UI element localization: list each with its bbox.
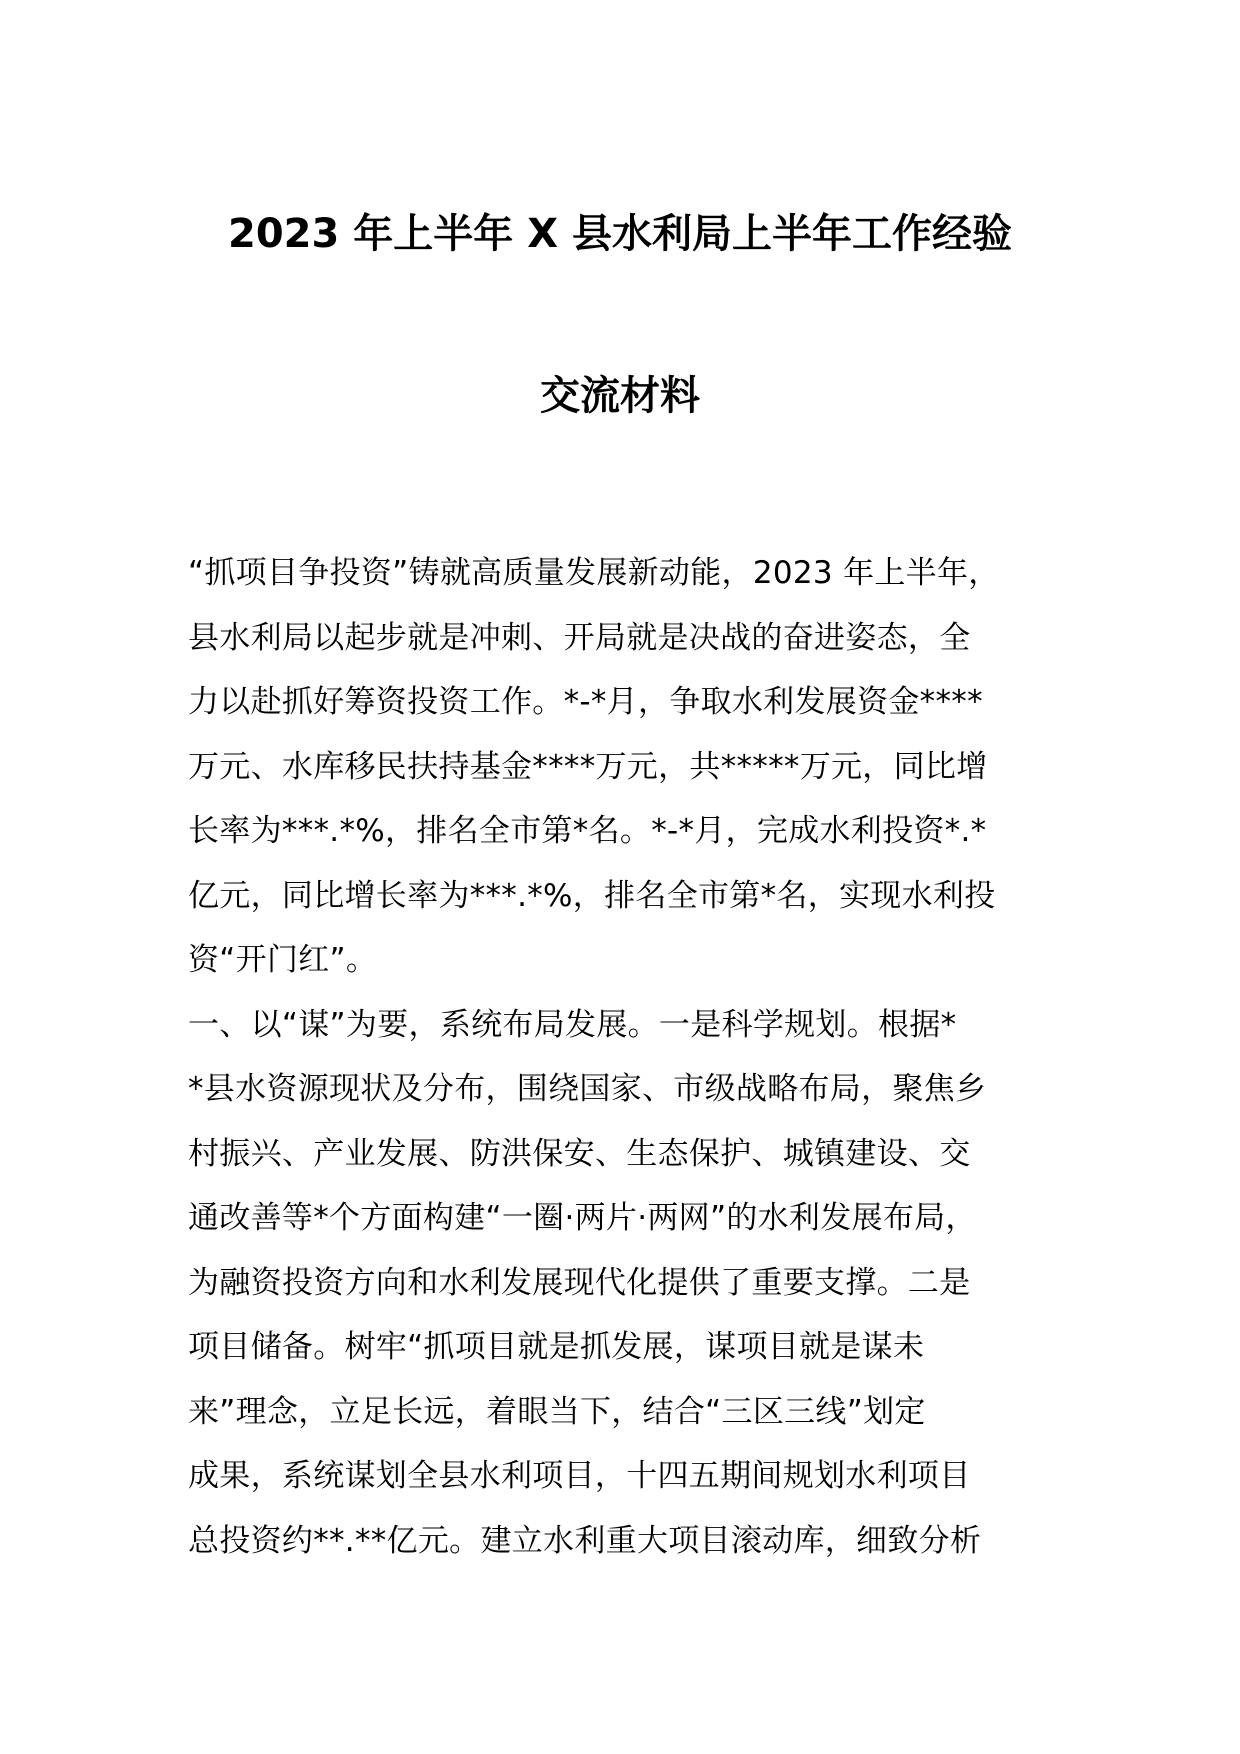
body-line: 长率为***.*%，排名全市第*名。*-*月，完成水利投资*.* [188, 813, 987, 849]
body-line: 总投资约**.**亿元。建立水利重大项目滚动库，细致分析 [188, 1522, 982, 1559]
body-line: *县水资源现状及分布，围绕国家、市级战略布局，聚焦乡 [188, 1071, 987, 1107]
body-line: 力以赴抓好筹资投资工作。*-*月，争取水利发展资金**** [188, 684, 983, 720]
body-line: “抓项目争投资”铸就高质量发展新动能，2023 年上半年， [188, 555, 1000, 591]
body-line: 万元、水库移民扶持基金****万元，共*****万元，同比增 [188, 748, 988, 785]
body-line: 为融资投资方向和水利发展现代化提供了重要支撑。二是 [188, 1264, 971, 1301]
body-line: 村振兴、产业发展、防洪保安、生态保护、城镇建设、交 [188, 1135, 971, 1172]
document-title-line-2: 交流材料 [540, 373, 700, 419]
document-body [188, 541, 1088, 1573]
document-title-line-1: 2023 年上半年 X 县水利局上半年工作经验 [228, 211, 1012, 257]
body-line: 成果，系统谋划全县水利项目，十四五期间规划水利项目 [188, 1458, 971, 1494]
body-line: 项目储备。树牢“抓项目就是抓发展，谋项目就是谋未 [188, 1329, 925, 1365]
body-line: 通改善等*个方面构建“一圈·两片·两网”的水利发展布局， [188, 1200, 977, 1236]
body-line: 来”理念，立足长远，着眼当下，结合“三区三线”划定 [188, 1393, 926, 1430]
body-line: 资“开门红”。 [188, 942, 378, 978]
body-line: 县水利局以起步就是冲刺、开局就是决战的奋进姿态，全 [188, 619, 971, 656]
body-line: 一、以“谋”为要，系统布局发展。一是科学规划。根据* [188, 1006, 957, 1043]
body-line: 亿元，同比增长率为***.*%，排名全市第*名，实现水利投 [188, 877, 996, 914]
